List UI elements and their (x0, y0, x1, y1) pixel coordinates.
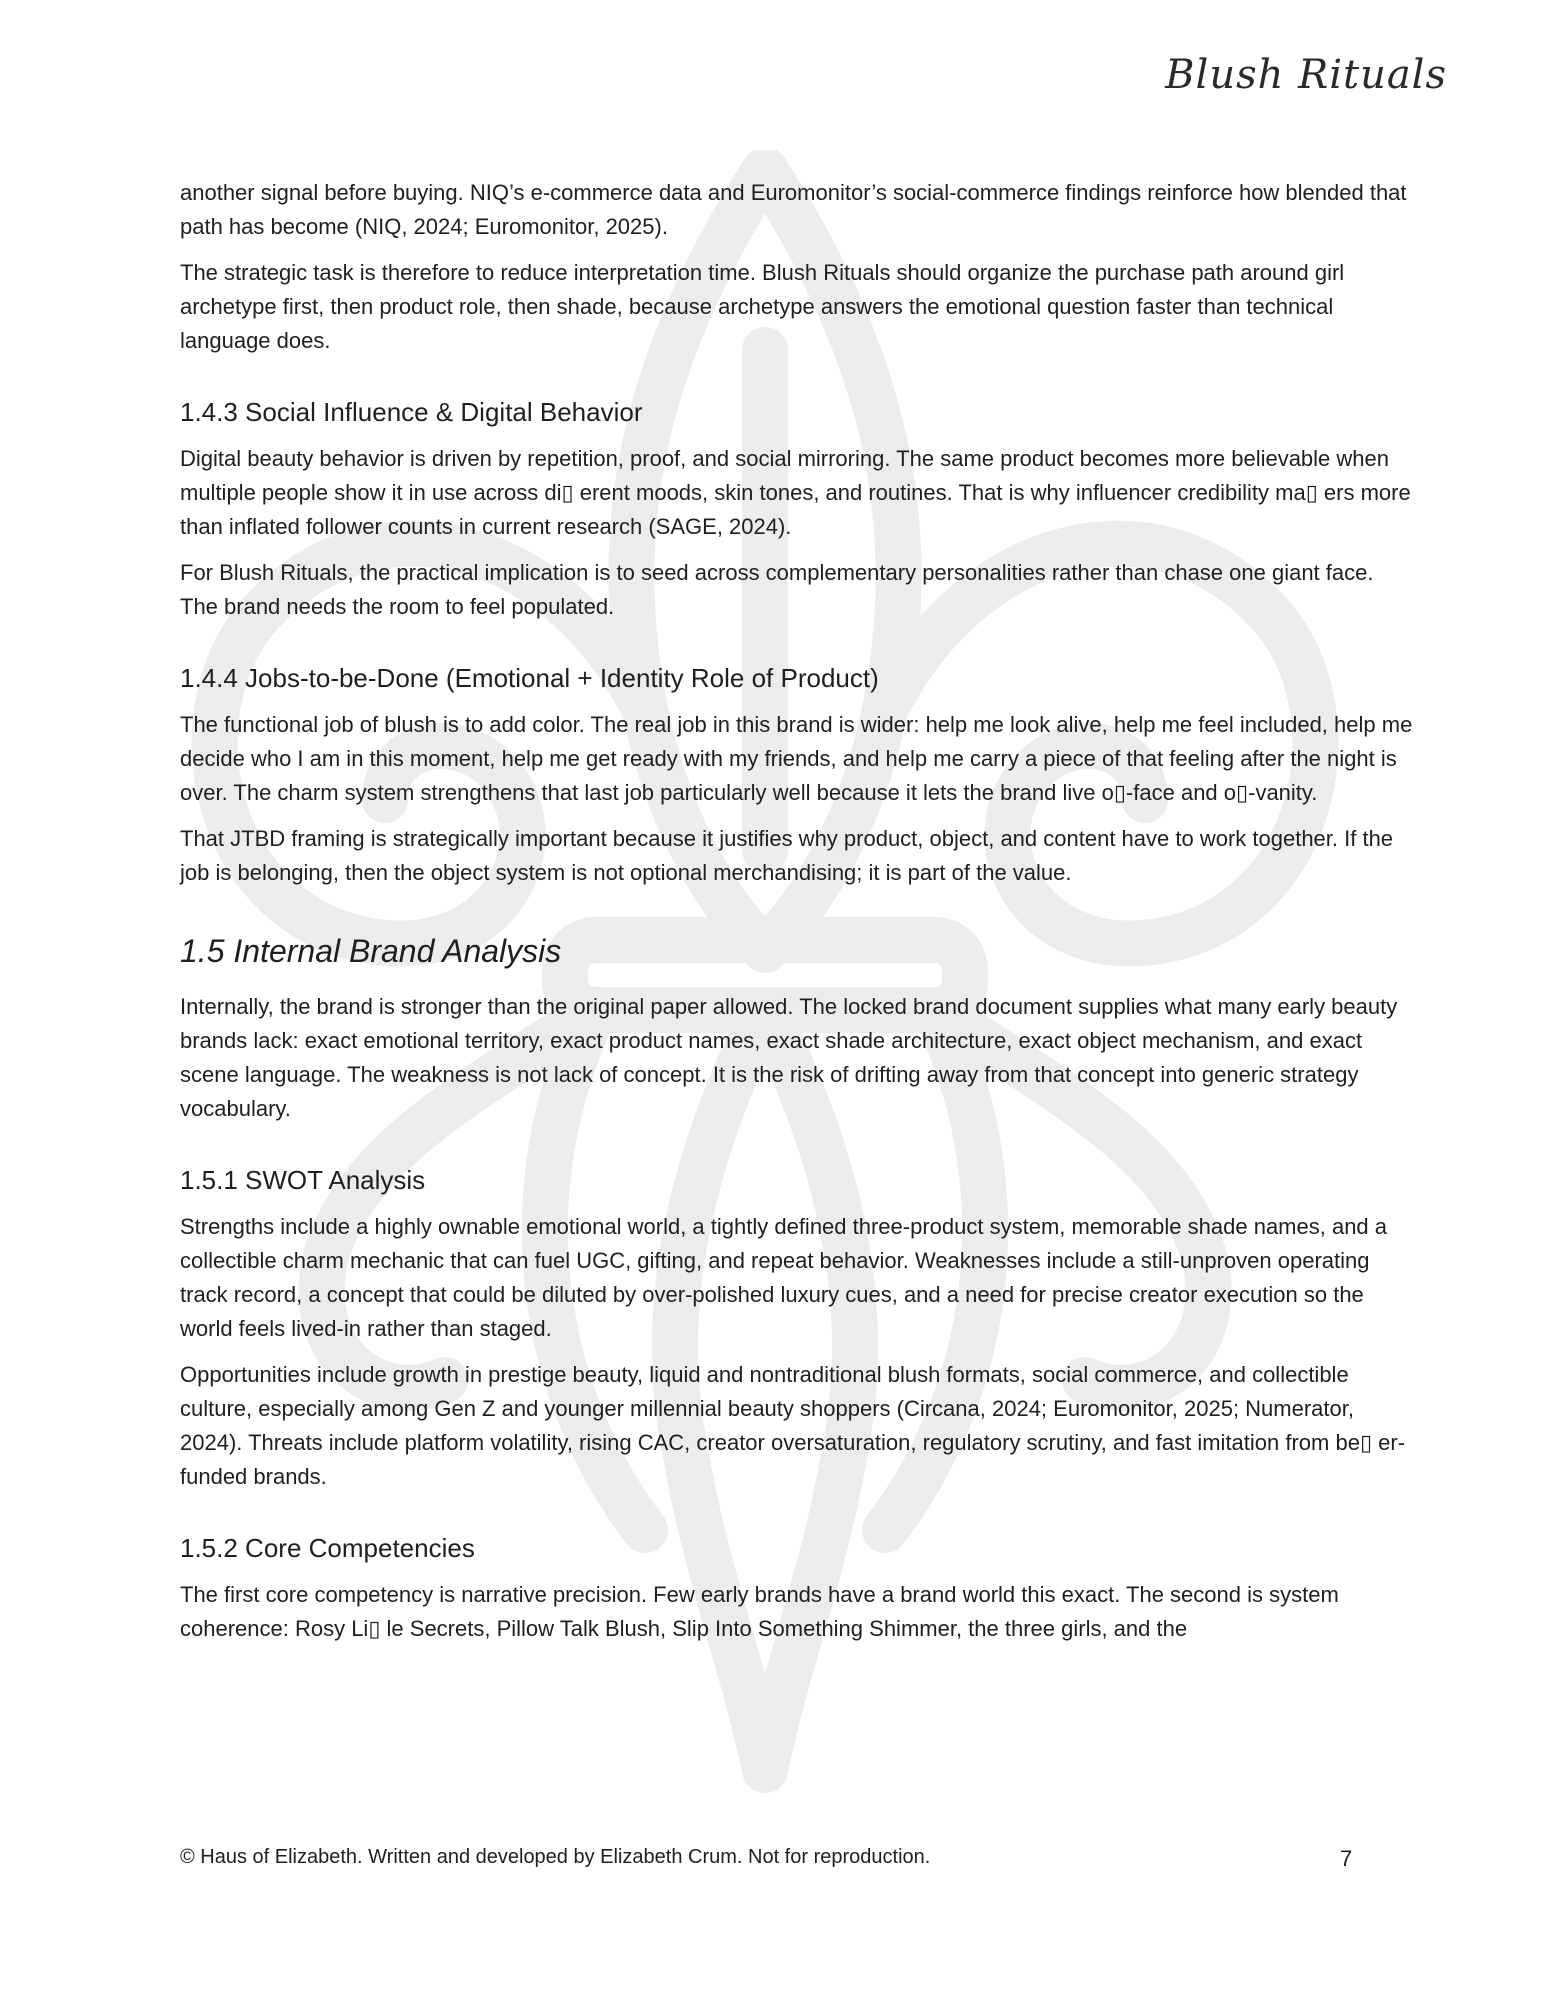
paragraph-1-5: Internally, the brand is stronger than the original paper allowed. The locked brand document supplies what many early beauty brands lack: exact emotional territory, exact product names, exact shade architecture, exact object mechanism, and exact scene language. The weakness is not lack of concept. It is the risk of drifting away from that concept into generic strategy vocabulary. (180, 994, 1398, 1121)
paragraph-1-5-1-a: Strengths include a highly ownable emotional world, a tightly defined three-product system, memorable shade names, and a collectible charm mechanic that can fuel UGC, gifting, and repeat behavior. Weaknesses include a still-unproven operating track record, a concept that could be diluted by over-polished luxury cues, and a need for precise creator execution so the world feels lived-in rather than staged. (180, 1214, 1388, 1341)
heading-1-5: 1.5 Internal Brand Analysis (180, 933, 562, 969)
heading-1-4-3: 1.4.3 Social Influence & Digital Behavior (180, 397, 643, 427)
paragraph-1-4-4-b: That JTBD framing is strategically important because it justifies why product, object, and content have to work together. If the job is belonging, then the object system is not optional merchandising; it is part of the value. (180, 826, 1394, 885)
paragraph-strategic-task: The strategic task is therefore to reduce interpretation time. Blush Rituals should organize the purchase path around girl archetype first, then product role, then shade, because archetype answers the emotional question faster than technical language does. (180, 260, 1345, 353)
brand-logo: Blush Rituals (1165, 52, 1447, 98)
paragraph-1-4-3-b: For Blush Rituals, the practical implication is to seed across complementary personalities rather than chase one giant face. The brand needs the room to feel populated. (180, 560, 1374, 619)
paragraph-intro-continued: another signal before buying. NIQ’s e-commerce data and Euromonitor’s social-commerce findings reinforce how blended that path has become (NIQ, 2024; Euromonitor, 2025). (180, 180, 1407, 239)
paragraph-1-5-1-b: Opportunities include growth in prestige beauty, liquid and nontraditional blush formats, social commerce, and collectible culture, especially among Gen Z and younger millennial beauty shoppers (Circana, 2024; Euromonitor, 2025; Numerator, 2024). Threats include platform volatility, rising CAC, creator oversaturation, regulatory scrutiny, and fast imitation from be▯ er-funded brands. (180, 1362, 1406, 1489)
paragraph-1-4-3-a: Digital beauty behavior is driven by repetition, proof, and social mirroring. The same product becomes more believable when multiple people show it in use across di▯ erent moods, skin tones, and routines. That is why influencer credibility ma▯ ers more than inflated follower counts in current research (SAGE, 2024). (180, 446, 1411, 539)
paragraph-1-4-4-a: The functional job of blush is to add color. The real job in this brand is wider: help me look alive, help me feel included, help me decide who I am in this moment, help me get ready with my friends, and help me carry a piece of that feeling after the night is over. The charm system strengthens that last job particularly well because it lets the brand live o▯-face and o▯-vanity. (180, 712, 1413, 805)
heading-1-5-2: 1.5.2 Core Competencies (180, 1533, 475, 1563)
footer-copyright: © Haus of Elizabeth. Written and developed by Elizabeth Crum. Not for reproduction. (180, 1846, 931, 1868)
heading-1-4-4: 1.4.4 Jobs-to-be-Done (Emotional + Identity Role of Product) (180, 663, 879, 693)
page-number: 7 (1340, 1846, 1353, 1871)
heading-1-5-1: 1.5.1 SWOT Analysis (180, 1165, 426, 1195)
paragraph-1-5-2: The first core competency is narrative precision. Few early brands have a brand world this exact. The second is system coherence: Rosy Li▯ le Secrets, Pillow Talk Blush, Slip Into Something Shimmer, the three girls, and the (180, 1582, 1339, 1641)
document-body (180, 176, 1415, 1658)
